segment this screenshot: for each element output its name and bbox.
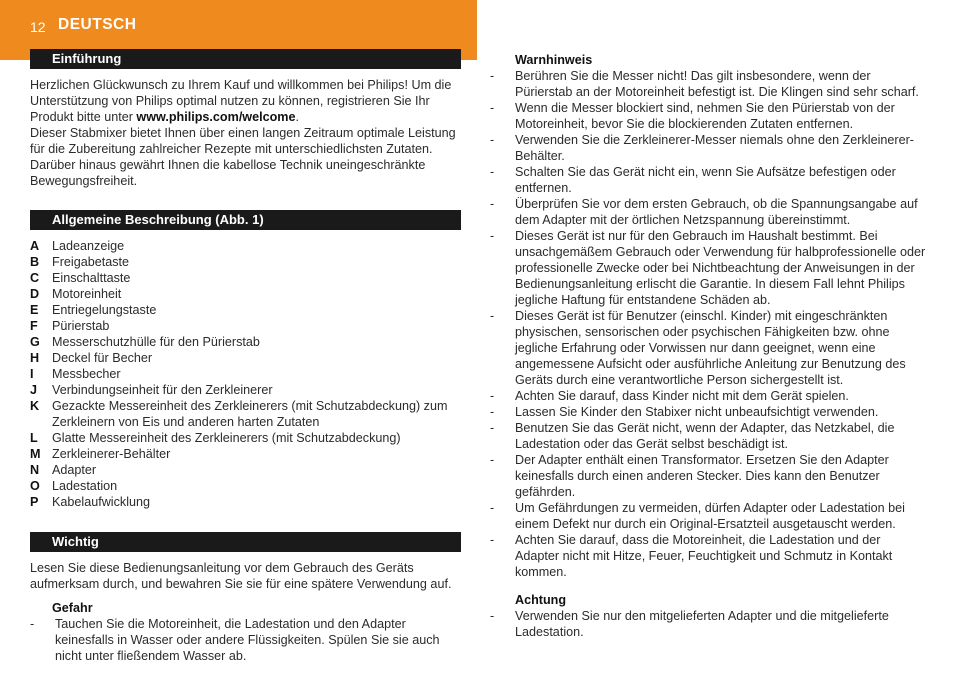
list-dash: - bbox=[490, 389, 495, 403]
section-heading-important: Wichtig bbox=[30, 532, 461, 552]
warning-item-text: Verwenden Sie die Zerkleinerer-Messer niemals ohne den Zerkleinerer-Behälter. bbox=[515, 133, 914, 163]
legend-item bbox=[30, 462, 461, 478]
danger-item-text: Tauchen Sie die Motoreinheit, die Ladestation und den Adapter keinesfalls in Wasser oder andere Flüssigkeiten. Spülen Sie sie auch nicht unter fließendem Wasser ab. bbox=[55, 617, 440, 663]
legend-item bbox=[30, 446, 461, 462]
left-column bbox=[30, 49, 461, 664]
warning-item bbox=[490, 500, 926, 532]
warning-item bbox=[490, 164, 926, 196]
warning-item bbox=[490, 228, 926, 308]
legend-key: E bbox=[30, 303, 39, 317]
legend-key: A bbox=[30, 239, 40, 253]
list-dash: - bbox=[490, 405, 495, 419]
warning-item-text: Lassen Sie Kinder den Stabixer nicht unbeaufsichtigt verwenden. bbox=[515, 405, 879, 419]
caution-heading: Achtung bbox=[515, 593, 567, 607]
list-dash: - bbox=[490, 453, 495, 467]
legend-key: H bbox=[30, 351, 40, 365]
legend-text: Gezackte Messereinheit des Zerkleinerers (mit Schutzabdeckung) zum Zerkleinern von Eis und anderen harten Zutaten bbox=[52, 399, 448, 429]
legend-key: O bbox=[30, 479, 40, 493]
list-dash: - bbox=[30, 617, 35, 631]
legend-text: Freigabetaste bbox=[52, 255, 130, 269]
legend-item bbox=[30, 270, 461, 286]
legend-key: P bbox=[30, 495, 39, 509]
warning-item bbox=[490, 388, 926, 404]
warning-item bbox=[490, 132, 926, 164]
warning-list bbox=[490, 68, 926, 580]
legend-key: D bbox=[30, 287, 40, 301]
warning-item-text: Berühren Sie die Messer nicht! Das gilt insbesondere, wenn der Pürierstab an der Motoreinheit befestigt ist. Die Klingen sind sehr scharf. bbox=[515, 69, 919, 99]
legend-item bbox=[30, 318, 461, 334]
legend-key: F bbox=[30, 319, 38, 333]
legend-text: Adapter bbox=[52, 463, 97, 477]
legend-key: B bbox=[30, 255, 40, 269]
legend-item bbox=[30, 350, 461, 366]
warning-item bbox=[490, 420, 926, 452]
warning-item-text: Schalten Sie das Gerät nicht ein, wenn Sie Aufsätze befestigen oder entfernen. bbox=[515, 165, 896, 195]
list-dash: - bbox=[490, 309, 495, 323]
legend-item bbox=[30, 254, 461, 270]
parts-legend bbox=[30, 238, 461, 510]
legend-text: Glatte Messereinheit des Zerkleinerers (mit Schutzabdeckung) bbox=[52, 431, 401, 445]
legend-key: M bbox=[30, 447, 41, 461]
legend-item bbox=[30, 302, 461, 318]
warning-item bbox=[490, 532, 926, 580]
list-dash: - bbox=[490, 229, 495, 243]
list-dash: - bbox=[490, 421, 495, 435]
legend-item bbox=[30, 382, 461, 398]
caution-item bbox=[490, 608, 926, 640]
intro-text: Herzlichen Glückwunsch zu Ihrem Kauf und willkommen bei Philips! Um die Unterstützung von Philips optimal nutzen zu können, registrieren Sie Ihr Produkt bitte unter bbox=[30, 78, 452, 124]
list-dash: - bbox=[490, 501, 495, 515]
language-title: DEUTSCH bbox=[58, 16, 137, 33]
legend-text: Motoreinheit bbox=[52, 287, 122, 301]
list-dash: - bbox=[490, 533, 495, 547]
warning-item bbox=[490, 404, 926, 420]
section-heading-intro: Einführung bbox=[30, 49, 461, 69]
welcome-link[interactable]: www.philips.com/welcome bbox=[136, 110, 296, 124]
section-heading-general: Allgemeine Beschreibung (Abb. 1) bbox=[30, 210, 461, 230]
legend-key: L bbox=[30, 431, 38, 445]
warning-item bbox=[490, 196, 926, 228]
warning-item-text: Achten Sie darauf, dass Kinder nicht mit dem Gerät spielen. bbox=[515, 389, 849, 403]
list-dash: - bbox=[490, 165, 495, 179]
legend-item bbox=[30, 238, 461, 254]
important-paragraph: Lesen Sie diese Bedienungsanleitung vor dem Gebrauch des Geräts aufmerksam durch, und bewahren Sie sie für eine spätere Verwendung auf. bbox=[30, 561, 452, 591]
warning-item-text: Dieses Gerät ist für Benutzer (einschl. Kinder) mit eingeschränkten physischen, sensorischen oder psychischen Fähigkeiten bzw. ohne jegliche Erfahrung oder Vorwissen nur dann geeignet, wenn eine angemessene Aufsicht oder ausführliche Anleitung zur Benutzung des Geräts durch eine verantwortliche Person sichergestellt ist. bbox=[515, 309, 906, 387]
warning-item-text: Um Gefährdungen zu vermeiden, dürfen Adapter oder Ladestation bei einem Defekt nur durch ein Original-Ersatzteil ausgetauscht werden. bbox=[515, 501, 905, 531]
warning-item bbox=[490, 100, 926, 132]
caution-item-text: Verwenden Sie nur den mitgelieferten Adapter und die mitgelieferte Ladestation. bbox=[515, 609, 889, 639]
legend-key: C bbox=[30, 271, 40, 285]
intro-text-end: . bbox=[295, 110, 300, 124]
warning-item-text: Der Adapter enthält einen Transformator. Ersetzen Sie den Adapter keinesfalls durch einen anderen Stecker. Dies kann den Benutzer gefährden. bbox=[515, 453, 889, 499]
legend-text: Einschalttaste bbox=[52, 271, 131, 285]
legend-key: G bbox=[30, 335, 40, 349]
intro-paragraph-2: Dieser Stabmixer bietet Ihnen über einen langen Zeitraum optimale Leistung für die Zubereitung zahlreicher Rezepte mit unterschiedlichsten Zutaten. Darüber hinaus gewährt Ihnen die kabellose Technik uneingeschränkte Bewegungsfreiheit. bbox=[30, 126, 456, 188]
list-dash: - bbox=[490, 69, 495, 83]
legend-key: I bbox=[30, 367, 34, 381]
warning-heading: Warnhinweis bbox=[515, 53, 593, 67]
page-number: 12 bbox=[30, 19, 46, 35]
warning-item bbox=[490, 68, 926, 100]
legend-text: Pürierstab bbox=[52, 319, 110, 333]
warning-item-text: Achten Sie darauf, dass die Motoreinheit, die Ladestation und der Adapter nicht mit Hitze, Feuer, Feuchtigkeit und Schmutz in Kontakt kommen. bbox=[515, 533, 893, 579]
intro-paragraph bbox=[30, 77, 461, 125]
legend-text: Messbecher bbox=[52, 367, 121, 381]
warning-item bbox=[490, 452, 926, 500]
legend-key: J bbox=[30, 383, 38, 397]
list-dash: - bbox=[490, 609, 495, 623]
legend-item bbox=[30, 478, 461, 494]
legend-item bbox=[30, 398, 461, 430]
list-dash: - bbox=[490, 197, 495, 211]
danger-heading: Gefahr bbox=[52, 601, 93, 615]
legend-item bbox=[30, 366, 461, 382]
danger-item bbox=[30, 616, 461, 664]
warning-item-text: Benutzen Sie das Gerät nicht, wenn der Adapter, das Netzkabel, die Ladestation oder das Gerät selbst beschädigt ist. bbox=[515, 421, 895, 451]
list-dash: - bbox=[490, 133, 495, 147]
caution-list bbox=[490, 608, 926, 640]
legend-item bbox=[30, 430, 461, 446]
legend-item bbox=[30, 334, 461, 350]
legend-text: Deckel für Becher bbox=[52, 351, 153, 365]
legend-key: N bbox=[30, 463, 40, 477]
danger-list bbox=[30, 616, 461, 664]
legend-text: Kabelaufwicklung bbox=[52, 495, 151, 509]
right-column bbox=[490, 52, 926, 640]
legend-text: Ladeanzeige bbox=[52, 239, 125, 253]
legend-item bbox=[30, 286, 461, 302]
legend-text: Verbindungseinheit für den Zerkleinerer bbox=[52, 383, 273, 397]
legend-text: Entriegelungstaste bbox=[52, 303, 157, 317]
warning-item bbox=[490, 308, 926, 388]
list-dash: - bbox=[490, 101, 495, 115]
legend-text: Ladestation bbox=[52, 479, 118, 493]
legend-text: Messerschutzhülle für den Pürierstab bbox=[52, 335, 260, 349]
legend-item bbox=[30, 494, 461, 510]
warning-item-text: Überprüfen Sie vor dem ersten Gebrauch, ob die Spannungsangabe auf dem Adapter mit der örtlichen Netzspannung übereinstimmt. bbox=[515, 197, 918, 227]
warning-item-text: Dieses Gerät ist nur für den Gebrauch im Haushalt bestimmt. Bei unsachgemäßem Gebrauch oder Verwendung für halbprofessionelle oder professionelle Zwecke oder bei Nichtbeachtung der Anweisungen in der Bedienungsanleitung erlischt die Garantie. In diesem Fall lehnt Philips jegliche Haftung für entstandene Schäden ab. bbox=[515, 229, 926, 307]
legend-key: K bbox=[30, 399, 40, 413]
legend-text: Zerkleinerer-Behälter bbox=[52, 447, 171, 461]
warning-item-text: Wenn die Messer blockiert sind, nehmen Sie den Pürierstab von der Motoreinheit, bevor Sie die blockierenden Zutaten entfernen. bbox=[515, 101, 895, 131]
